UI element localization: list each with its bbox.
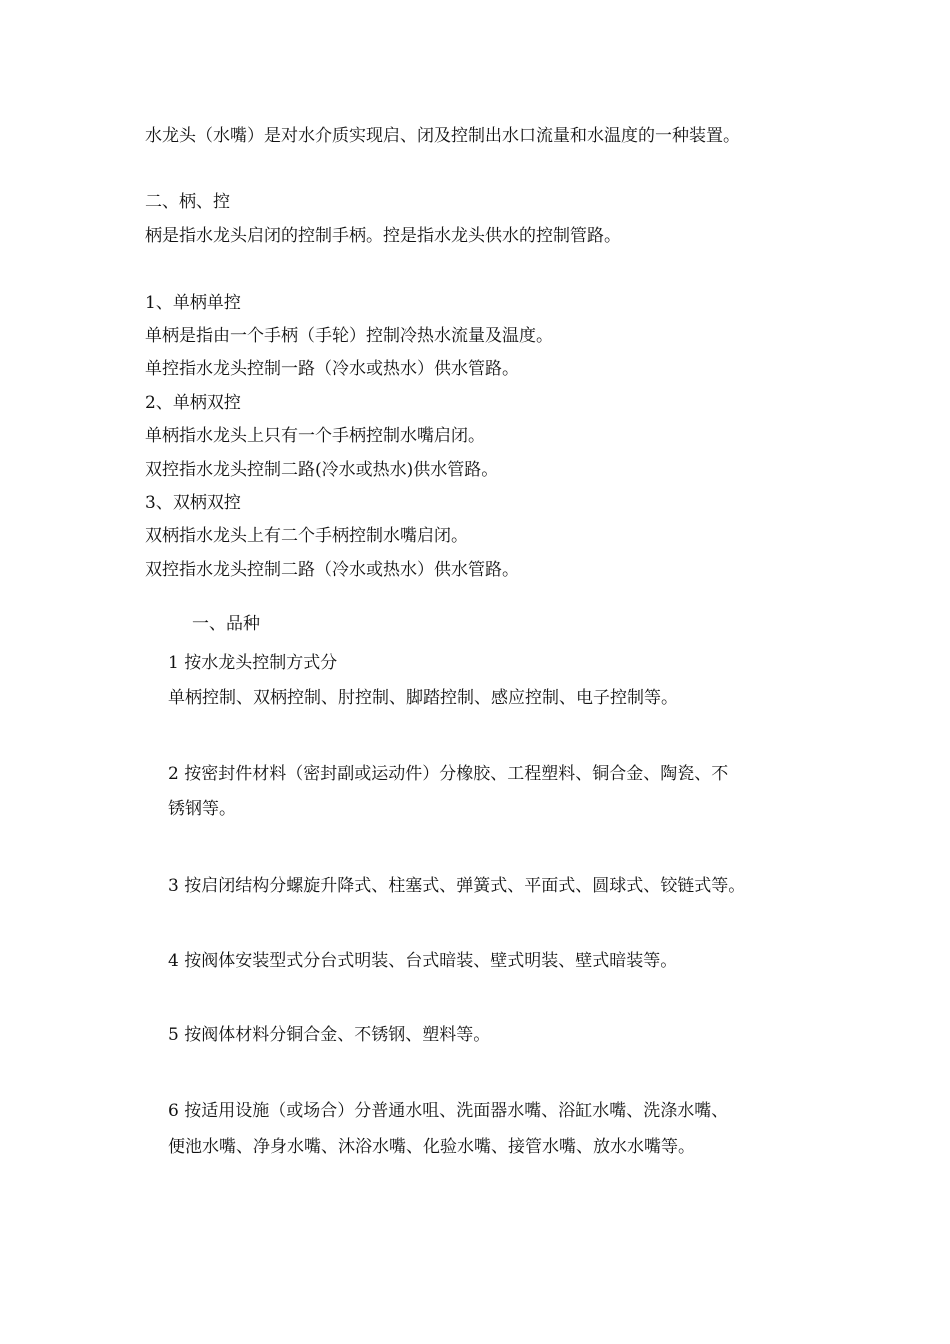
- variety-item-line: 4 按阀体安装型式分台式明装、台式暗装、壁式明装、壁式暗装等。: [168, 951, 678, 971]
- variety-item-line: 5 按阀体材料分铜合金、不锈钢、塑料等。: [168, 1025, 491, 1045]
- subsection-title-3: 3、双柄双控: [145, 493, 241, 513]
- handle-control-definition: 柄是指水龙头启闭的控制手柄。控是指水龙头供水的控制管路。: [145, 226, 621, 246]
- subsection-line: 双控指水龙头控制二路(冷水或热水)供水管路。: [145, 460, 499, 480]
- subsection-line: 单柄是指由一个手柄（手轮）控制冷热水流量及温度。: [145, 326, 553, 346]
- section-heading-handle-control: 二、柄、控: [145, 192, 230, 212]
- section-heading-varieties: 一、品种: [192, 614, 260, 634]
- variety-item-line: 2 按密封件材料（密封副或运动件）分橡胶、工程塑料、铜合金、陶瓷、不: [168, 764, 729, 784]
- variety-item-line: 3 按启闭结构分螺旋升降式、柱塞式、弹簧式、平面式、圆球式、铰链式等。: [168, 876, 746, 896]
- subsection-line: 单控指水龙头控制一路（冷水或热水）供水管路。: [145, 359, 519, 379]
- subsection-line: 双柄指水龙头上有二个手柄控制水嘴启闭。: [145, 526, 468, 546]
- variety-item-line: 便池水嘴、净身水嘴、沐浴水嘴、化验水嘴、接管水嘴、放水水嘴等。: [168, 1137, 695, 1157]
- subsection-title-2: 2、单柄双控: [145, 393, 241, 413]
- variety-item-line: 6 按适用设施（或场合）分普通水咀、洗面器水嘴、浴缸水嘴、洗涤水嘴、: [168, 1101, 729, 1121]
- subsection-line: 双控指水龙头控制二路（冷水或热水）供水管路。: [145, 560, 519, 580]
- variety-item-body: 单柄控制、双柄控制、肘控制、脚踏控制、感应控制、电子控制等。: [168, 688, 678, 708]
- subsection-line: 单柄指水龙头上只有一个手柄控制水嘴启闭。: [145, 426, 485, 446]
- variety-item-title: 1 按水龙头控制方式分: [168, 653, 338, 673]
- intro-paragraph: 水龙头（水嘴）是对水介质实现启、闭及控制出水口流量和水温度的一种装置。: [145, 126, 740, 146]
- subsection-title-1: 1、单柄单控: [145, 293, 241, 313]
- variety-item-line: 锈钢等。: [168, 799, 236, 819]
